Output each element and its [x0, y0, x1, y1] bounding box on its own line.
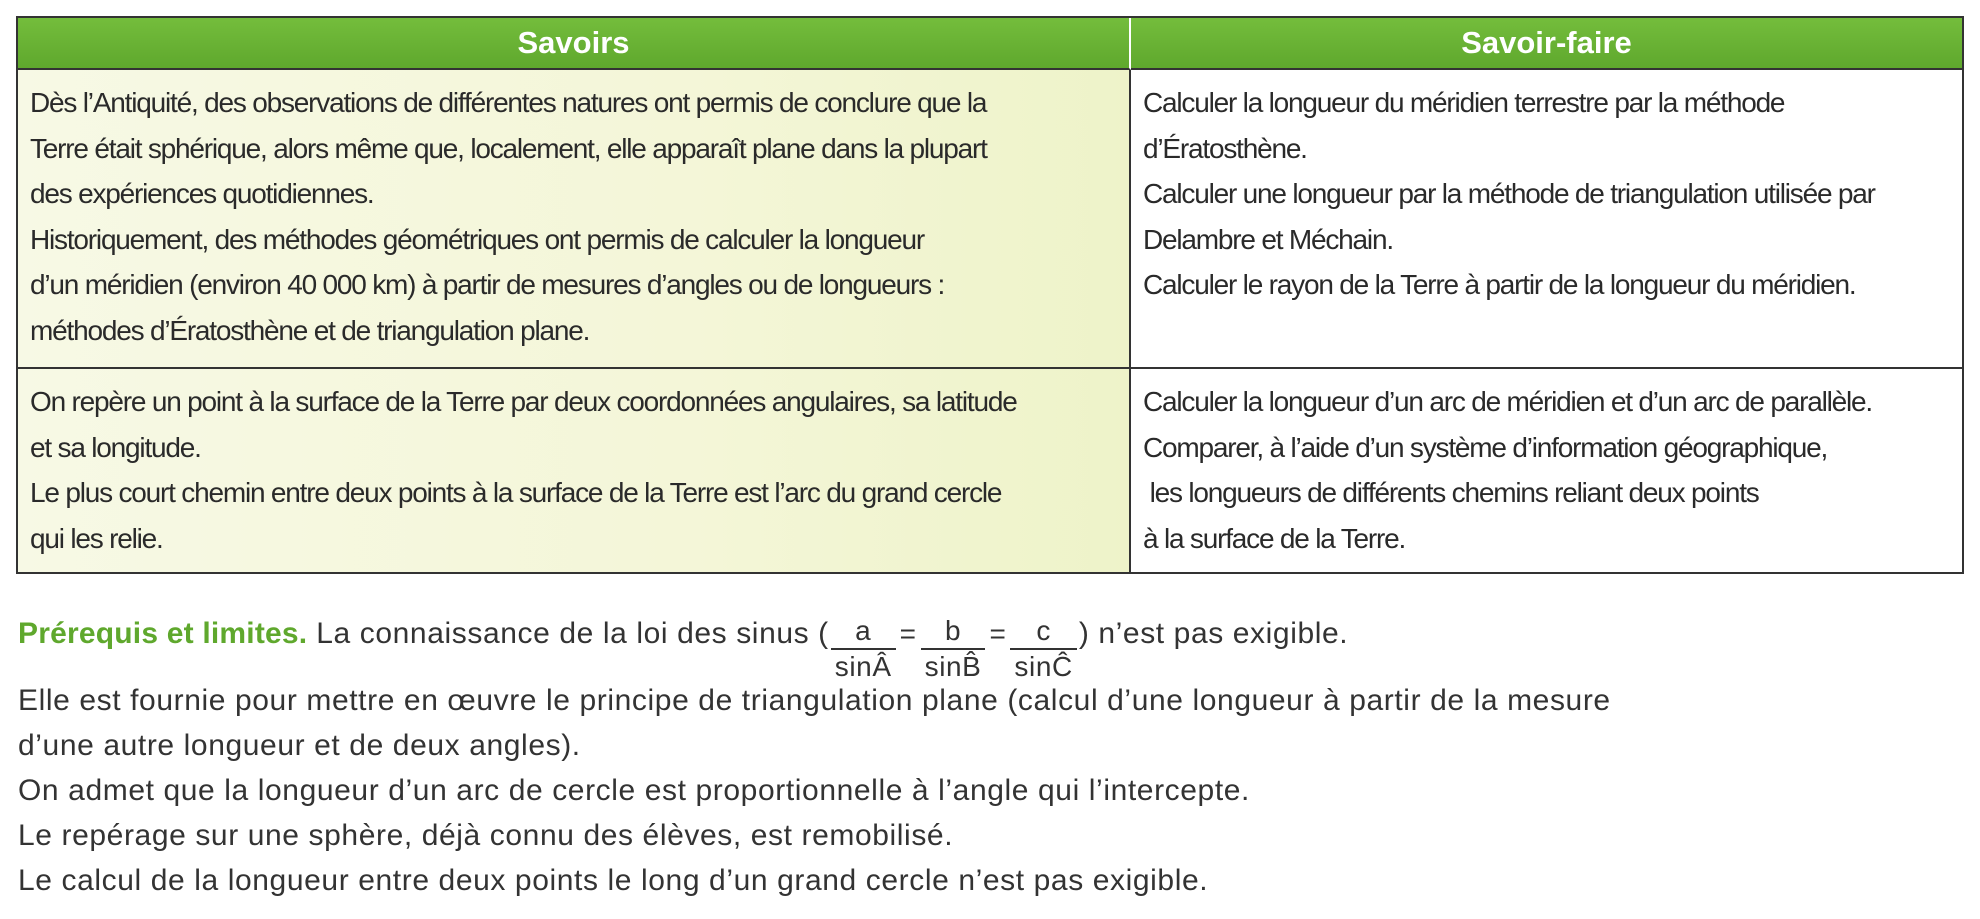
- prereq-line: [18, 600, 1968, 682]
- row1-left-line: des expériences quotidiennes.: [30, 178, 374, 209]
- row2-right-line: à la surface de la Terre.: [1143, 522, 1406, 554]
- note-line: Elle est fournie pour mettre en œuvre le principe de triangulation plane (calcul d’une longueur à partir de la mesure: [18, 684, 1611, 717]
- note-line: On admet que la longueur d’un arc de cercle est proportionnelle à l’angle qui l’intercepte.: [18, 774, 1250, 807]
- equals-sign: =: [899, 617, 917, 649]
- note-line: Le repérage sur une sphère, déjà connu des élèves, est remobilisé.: [18, 819, 954, 852]
- prereq-title: Prérequis et limites.: [18, 616, 308, 650]
- row1-savoir-faire-cell: [1131, 70, 1962, 367]
- sine-fraction-c: [1010, 614, 1076, 684]
- fraction-denominator: sinB̂: [924, 651, 982, 682]
- prerequisites-section: [18, 600, 1968, 903]
- header-savoir-faire: Savoir-faire: [1131, 18, 1962, 70]
- note-line: Le calcul de la longueur entre deux points le long d’un grand cercle n’est pas exigible.: [18, 864, 1209, 897]
- row2-right-line: les longueurs de différents chemins reliant deux points: [1143, 477, 1759, 508]
- header-savoirs: Savoirs: [18, 18, 1131, 70]
- row2-savoir-faire-cell: [1131, 367, 1962, 572]
- row1-right-line: Calculer le rayon de la Terre à partir de la longueur du méridien.: [1143, 269, 1856, 300]
- row2-right-line: Comparer, à l’aide d’un système d’information géographique,: [1143, 431, 1828, 463]
- row1-savoirs-cell: [18, 70, 1131, 367]
- equals-sign: =: [989, 617, 1007, 649]
- row1-left-line: Historiquement, des méthodes géométriques ont permis de calculer la longueur: [30, 223, 924, 255]
- row1-right-line: Delambre et Méchain.: [1143, 223, 1393, 255]
- row2-savoirs-cell: [18, 367, 1131, 572]
- row2-left-line: On repère un point à la surface de la Terre par deux coordonnées angulaires, sa latitude: [30, 386, 1017, 417]
- row1-right-line: Calculer la longueur du méridien terrestre par la méthode: [1143, 87, 1785, 118]
- curriculum-table: [16, 16, 1964, 574]
- sine-fraction-a: [831, 614, 896, 684]
- row2-right-line: Calculer la longueur d’un arc de méridien et d’un arc de parallèle.: [1143, 386, 1872, 417]
- fraction-denominator: sinĈ: [1014, 651, 1073, 682]
- fraction-denominator: sinÂ: [834, 651, 892, 682]
- row1-right-line: d’Ératosthène.: [1143, 132, 1307, 164]
- row1-left-line: d’un méridien (environ 40 000 km) à partir de mesures d’angles ou de longueurs :: [30, 269, 945, 300]
- fraction-numerator: b: [921, 614, 986, 650]
- fraction-numerator: c: [1010, 614, 1076, 650]
- prereq-text-after: ) n’est pas exigible.: [1078, 616, 1349, 650]
- prereq-text-before: La connaissance de la loi des sinus (: [307, 616, 829, 650]
- row1-left-line: méthodes d’Ératosthène et de triangulation plane.: [30, 314, 590, 346]
- row2-left-line: et sa longitude.: [30, 431, 201, 463]
- row1-left-line: Terre était sphérique, alors même que, localement, elle apparaît plane dans la plupart: [30, 132, 987, 164]
- row1-right-line: Calculer une longueur par la méthode de triangulation utilisée par: [1143, 178, 1875, 209]
- row1-left-line: Dès l’Antiquité, des observations de différentes natures ont permis de conclure que la: [30, 87, 987, 118]
- row2-left-line: qui les relie.: [30, 522, 163, 554]
- row2-left-line: Le plus court chemin entre deux points à la surface de la Terre est l’arc du grand cercle: [30, 477, 1002, 508]
- note-line: d’une autre longueur et de deux angles).: [18, 729, 581, 762]
- sine-fraction-b: [921, 614, 986, 684]
- fraction-numerator: a: [831, 614, 896, 650]
